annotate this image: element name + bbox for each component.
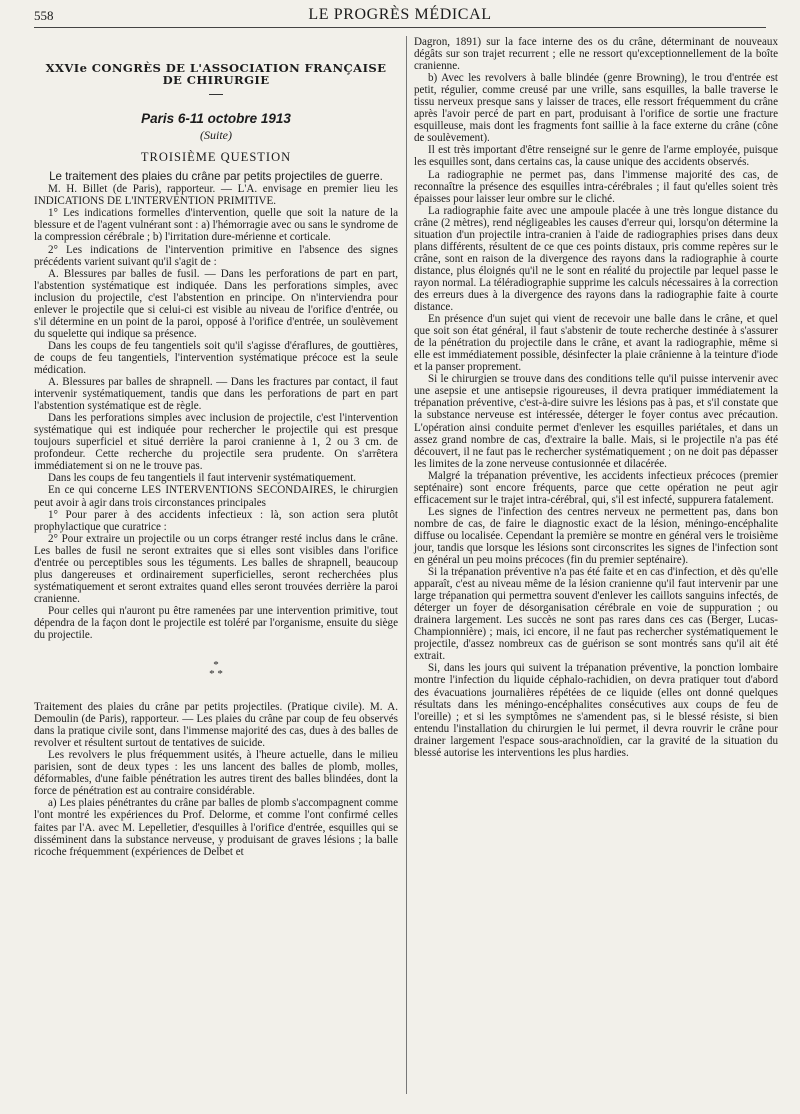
paragraph: Les signes de l'infection des centres nerveux ne permettent pas, dans bon nombre de cas, de faire le diagnostic exact de la lésion, méningo-encéphalite diffuse ou localisée. Cependant la première se montre en général vers le troisième jour, tandis que lorsque les lésions sont circonscrites les signes de l'infection sont en général un peu moins précoces (fin du premier septénaire). [414,505,778,567]
paragraph: 2° Les indications de l'intervention primitive en l'absence des signes précédents varient suivant qu'il s'agit de : [34,243,398,268]
header-rule [34,27,766,28]
paragraph: La radiographie ne permet pas, dans l'immense majorité des cas, de reconnaître la présence des esquilles intra-cérébrales ; il faut qu'elles soient très épaisses pour laisser leur ombre sur le cliché. [414,168,778,205]
paragraph: En présence d'un sujet qui vient de recevoir une balle dans le crâne, et quel que soit son état général, il faut s'abstenir de toute recherche destinée à s'assurer de la pénétration du projectile dans le crâne, et avant la radiographie, même si elle est immédiatement possible, désinfecter la plaie crânienne à la teinture d'iode et la panser proprement. [414,313,778,374]
title-dash [209,94,223,95]
left-column [34,36,398,858]
paragraph: A. Blessures par balles de shrapnell. — Dans les fractures par contact, il faut intervenir systématiquement, tandis que dans les perforations de part en part l'abstention systématique est de règle. [34,376,398,413]
asterism-divider: * * * [209,659,223,681]
right-column [414,36,778,759]
paragraph: Si la trépanation préventive n'a pas été faite et en cas d'infection, et dès qu'elle apparaît, c'est au niveau même de la lésion cranienne qu'il faut intervenir par une large trépanation qui permettra souvent d'enlever les caillots sanguins infectés, de déterger un foyer de désorganisation cérébrale en voie de suppuration ; ou drainera largement. Les succès ne sont pas rares dans ces cas (Berger, Lucas-Championnière) ; mais, ici encore, il ne faut pas rechercher systématiquement le projectile, d'assez nombreux cas de guérison se sont montrés sans qu'il ait été extrait. [414,566,778,663]
paragraph: Les revolvers le plus fréquemment usités, à l'heure actuelle, dans le milieu parisien, sont de deux types : les uns lancent des balles de plomb, molles, déformables, d'une faible pénétration les autres tirent des balles blindées, dont la force de pénétration est au contraire considérable. [34,749,398,798]
paragraph: Dans les coups de feu tangentiels soit qu'il s'agisse d'éraflures, de gouttières, de coups de feu tangentiels, l'intervention systématique précoce est la seule médication. [34,339,398,376]
paragraph: La radiographie faite avec une ampoule placée à une très longue distance du crâne (2 mètres), rend négligeables les causes d'erreur qui, lorsqu'on détermine la situation d'un projectile intra-cranien à l'aide de radiographies prises dans deux plans différents, résultent de ce que ces points distaux, pris comme repères sur le crâne, sont en raison de la divergence des rayons dans la radiographie à courte distance, plus éloignés qu'il ne le sont en réalité du projectile par lequel passe le rayon normal. La téléradiographie supprime les calculs nécessaires à la correction des erreurs dues à la divergence des rayons dans la radiographie faite à courte distance. [414,204,778,314]
paragraph: Pour celles qui n'auront pu être ramenées par une intervention primitive, tout dépendra de la façon dont le projectile est toléré par l'organisme, ensuite du siège du projectile. [34,604,398,642]
section-heading: TROISIÈME QUESTION [140,150,292,165]
place-date: Paris 6-11 octobre 1913 [141,111,291,127]
paragraph: Dans les perforations simples avec inclusion de projectile, c'est l'intervention systématique qui est indiquée pour rechercher le projectile qui est presque toujours superficiel et situé derrière la paroi cranienne à 1, 2 ou 3 cm. de profondeur. Cette recherche du projectile sera prudente. On s'arrêtera immédiatement si on ne le trouve pas. [34,412,398,473]
paragraph: 1° Pour parer à des accidents infectieux : là, son action sera plutôt prophylactique que curatrice : [34,508,398,533]
running-head [34,6,766,28]
paragraph: b) Avec les revolvers à balle blindée (genre Browning), le trou d'entrée est petit, régulier, comme creusé par une vrille, sans esquilles, la balle traverse le tissu nerveux presque sans y laisser de traces, elle ressort fréquemment du crâne après l'avoir percé de part en part, produisant à l'orifice de sortie une fracture esquilleuse, mais dont les fragments font saillie à la face externe du crâne (cône de soulèvement). [414,72,778,145]
paragraph: Si le chirurgien se trouve dans des conditions telle qu'il puisse intervenir avec une asepsie et une antisepsie rigoureuses, il devra pratiquer immédiatement la trépanation préventive, c'est-à-dire suivre les lésions pas à pas, et s'il constate que la substance nerveuse est intéressée, déterger le foyer contus avec précaution. L'opération ainsi conduite permet d'enlever les esquilles pariétales, et dans un assez grand nombre de cas, d'extraire la balle. Mais, si le projectile n'a pas été découvert, il ne faut pas le rechercher systématiquement ; on ne doit pas dépasser les limites de la zone nerveuse contusionnée et dilacérée. [414,373,778,470]
paragraph: M. H. Billet (de Paris), rapporteur. — L'A. envisage en premier lieu les INDICATIONS DE L'INTERVENTION PRIMITIVE. [34,183,398,208]
page-number: 558 [34,8,54,23]
paragraph: Traitement des plaies du crâne par petits projectiles. (Pratique civile). M. A. Demoulin (de Paris), rapporteur. — Les plaies du crâne par coup de feu observés dans la pratique civile sont, dans l'immense majorité des cas, dues à des balles de revolver et résultent surtout de tentatives de suicide. [34,701,398,750]
journal-title: LE PROGRÈS MÉDICAL [308,6,492,23]
column-divider [406,36,407,1094]
report-title: Le traitement des plaies du crâne par petits projectiles de guerre. [49,170,383,184]
suite-label: (Suite) [200,128,232,143]
paragraph: Malgré la trépanation préventive, les accidents infectieux précoces (premier septénaire) sont encore fréquents, parce que cette opération ne peut agir efficacement sur le trajet intra-cérébral, qui, s'il est infecté, suppurera fatalement. [414,469,778,506]
paragraph: A. Blessures par balles de fusil. — Dans les perforations de part en part, l'abstention systématique est indiquée. Dans les perforations simples, avec inclusion du projectile, c'est l'abstention en principe. On n'interviendra pour enlever le projectile que si celui-ci est visible au niveau de l'orifice d'entrée, ou s'il détermine en un point de la paroi, opposé à l'orifice d'entrée, un soulèvement du squelette qui indique sa présence. [34,267,398,340]
paragraph: Dans les coups de feu tangentiels il faut intervenir systématiquement. [48,472,357,485]
congress-title: XXVIe CONGRÈS DE L'ASSOCIATION FRANÇAISE DE CHIRURGIE [45,61,387,88]
paragraph: Il est très important d'être renseigné sur le genre de l'arme employée, puisque les esquilles sont, dans certains cas, la cause unique des accidents observés. [414,144,778,169]
paragraph: En ce qui concerne LES INTERVENTIONS SECONDAIRES, le chirurgien peut avoir à agir dans trois circonstances principales [34,484,398,509]
paragraph: Si, dans les jours qui suivent la trépanation préventive, la ponction lombaire montre l'infection du liquide céphalo-rachidien, on devra pratiquer tout d'abord des évacuations journalières répétées de ce liquide (elles ont donné quelques résultats dans les méningo-encéphalites consécutives aux coups de feu de l'oreille) ; et si les symptômes ne s'amendent pas, si le blessé résiste, si bien entendu l'installation du chirurgien le lui permet, il devra rouvrir le crâne pour drainer largement l'espace sous-arachnoïdien, car la gravité de la situation du blessé autorise les interventions les plus hardies. [414,662,778,759]
paragraph: Dagron, 1891) sur la face interne des os du crâne, déterminant de nouveaux dégâts sur son trajet recurrent ; elle ne ressort qu'exceptionnellement de la boîte cranienne. [414,36,778,73]
paragraph: a) Les plaies pénétrantes du crâne par balles de plomb s'accompagnent comme l'ont montré les expériences du Prof. Delorme, et comme l'ont confirmé celles faites par l'A. avec M. Lepelletier, d'esquilles à l'orifice d'entrée, esquilles qui se disséminent dans la substance nerveuse, y produisant de graves lésions ; la balle ricoche fréquemment (expériences de Delbet et [34,797,398,858]
paragraph: 2° Pour extraire un projectile ou un corps étranger resté inclus dans le crâne. Les balles de fusil ne seront extraites que si elles sont visibles dans l'orifice d'entrée ou perceptibles sous les téguments. Les balles de shrapnell, beaucoup plus dangereuses et ordinairement superficielles, seront recherchées plus systématiquement et seront extraites quand elles seront trouvées derrière la paroi cranienne. [34,532,398,605]
paragraph: 1° Les indications formelles d'intervention, quelle que soit la nature de la blessure et de l'agent vulnérant sont : a) l'hémorragie avec ou sans le syndrome de la compression cérébrale ; b) l'irritation dure-mérienne et corticale. [34,207,398,244]
